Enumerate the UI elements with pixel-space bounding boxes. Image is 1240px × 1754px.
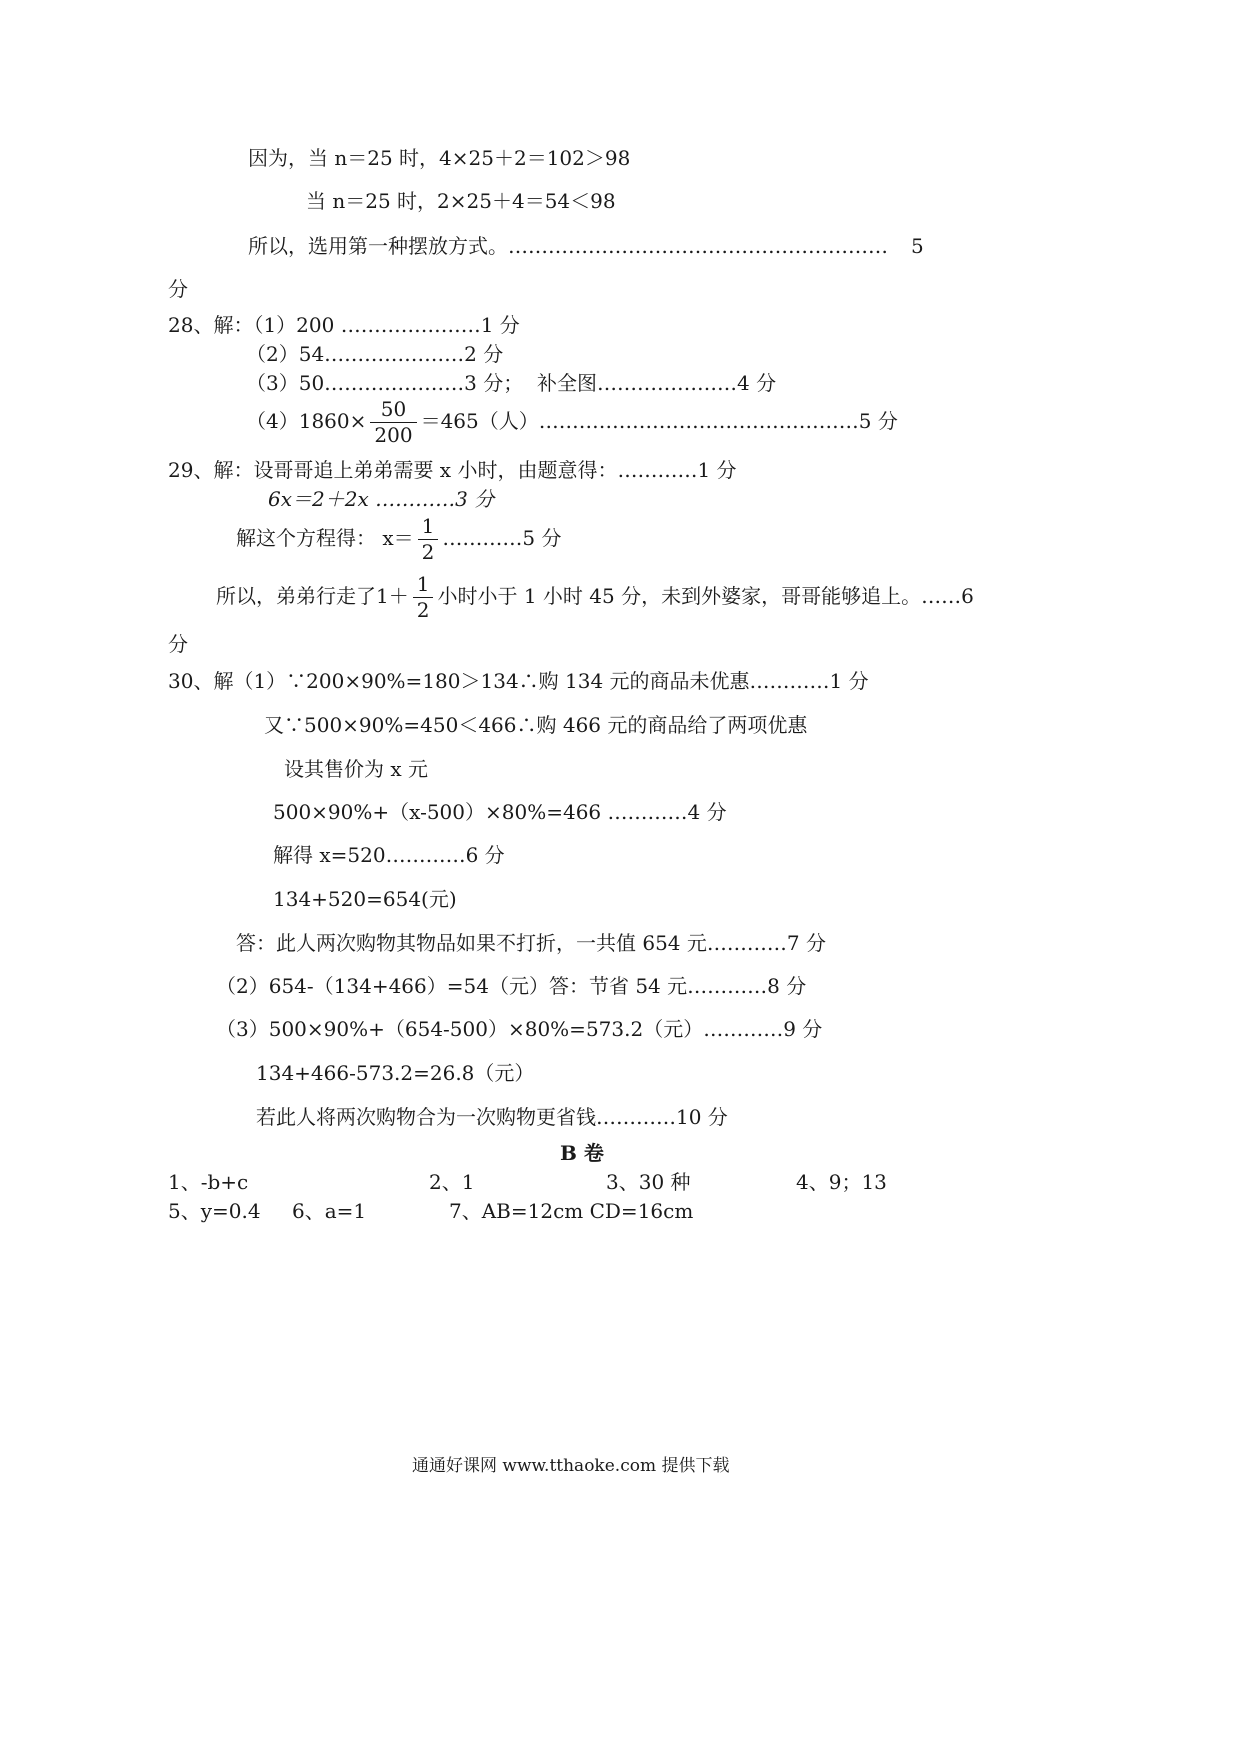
section-b-answer-7: 7、AB=12cm CD=16cm <box>449 1199 694 1223</box>
q30-line2: 又∵500×90%=450＜466∴购 466 元的商品给了两项优惠 <box>264 713 808 737</box>
section-b-answer-3: 3、30 种 <box>606 1170 691 1194</box>
q28-fraction <box>370 399 416 446</box>
section-b-answer-5: 5、y=0.4 <box>168 1199 261 1223</box>
q30-head: 30、解（1）∵200×90%=180＞134∴购 134 元的商品未优惠…………1 分 <box>168 669 869 693</box>
q28-part2: （2）54…………………2 分 <box>246 342 504 366</box>
q29-conclusion-suffix: 小时小于 1 小时 45 分，未到外婆家，哥哥能够追上。……6 <box>437 584 974 608</box>
q28-fraction-den: 200 <box>374 423 413 447</box>
q29-head: 29、解：设哥哥追上弟弟需要 x 小时，由题意得：…………1 分 <box>168 458 737 482</box>
q29-equation: 6x＝2＋2x …………3 分 <box>268 487 495 511</box>
q30-line5: 解得 x=520…………6 分 <box>273 843 505 867</box>
q29-conclusion-num: 1 <box>413 574 434 598</box>
q29-solution-prefix: 解这个方程得： x＝ <box>236 526 414 550</box>
q29-solution-suffix: …………5 分 <box>442 526 562 550</box>
q30-part2: （2）654-（134+466）=54（元）答：节省 54 元…………8 分 <box>216 974 807 998</box>
q30-part3-calc: 134+466-573.2=26.8（元） <box>256 1061 535 1085</box>
q29-solution-den: 2 <box>421 540 435 564</box>
q28-head: 28、解：（1）200 …………………1 分 <box>168 313 520 337</box>
q30-line6: 134+520=654(元) <box>273 887 457 911</box>
q30-answer1: 答：此人两次购物其物品如果不打折，一共值 654 元…………7 分 <box>236 931 826 955</box>
q29-conclusion-den: 2 <box>416 598 430 622</box>
q27-line2: 当 n＝25 时，2×25＋4＝54＜98 <box>306 189 616 213</box>
q28-part3: （3）50…………………3 分； <box>246 371 524 395</box>
page-footer: 通通好课网 www.tthaoke.com 提供下载 <box>412 1456 730 1476</box>
q29-solution-fraction <box>418 516 439 563</box>
q28-fraction-num: 50 <box>370 399 416 423</box>
q30-conclusion: 若此人将两次购物合为一次购物更省钱…………10 分 <box>256 1105 728 1129</box>
q30-line3: 设其售价为 x 元 <box>284 757 428 781</box>
section-b-answer-4: 4、9；13 <box>796 1170 887 1194</box>
q28-part4 <box>246 399 898 446</box>
q29-conclusion <box>216 574 974 621</box>
q27-line4: 分 <box>168 277 188 301</box>
q27-line3: 所以，选用第一种摆放方式。………………………………………………… <box>248 234 888 258</box>
q28-part4-suffix: ＝465（人）…………………………………………5 分 <box>420 409 898 433</box>
section-b-answer-2: 2、1 <box>429 1170 475 1194</box>
section-b-answer-1: 1、-b+c <box>168 1170 249 1194</box>
q27-line1: 因为，当 n＝25 时，4×25＋2＝102＞98 <box>248 146 631 170</box>
q30-line4: 500×90%+（x-500）×80%=466 …………4 分 <box>273 800 727 824</box>
q29-conclusion-fraction <box>413 574 434 621</box>
q29-solution-num: 1 <box>418 516 439 540</box>
q30-part3: （3）500×90%+（654-500）×80%=573.2（元）…………9 分 <box>216 1017 823 1041</box>
section-b-answer-6: 6、a=1 <box>292 1199 367 1223</box>
q28-part3-extra: 补全图…………………4 分 <box>537 371 777 395</box>
q29-conclusion-tail: 分 <box>168 632 188 656</box>
q29-solution <box>236 516 561 563</box>
q28-part4-prefix: （4）1860× <box>246 409 367 433</box>
q29-conclusion-prefix: 所以，弟弟行走了1＋ <box>216 584 409 608</box>
q27-line3-score: 5 <box>911 234 924 258</box>
section-b-title: B 卷 <box>560 1141 604 1165</box>
